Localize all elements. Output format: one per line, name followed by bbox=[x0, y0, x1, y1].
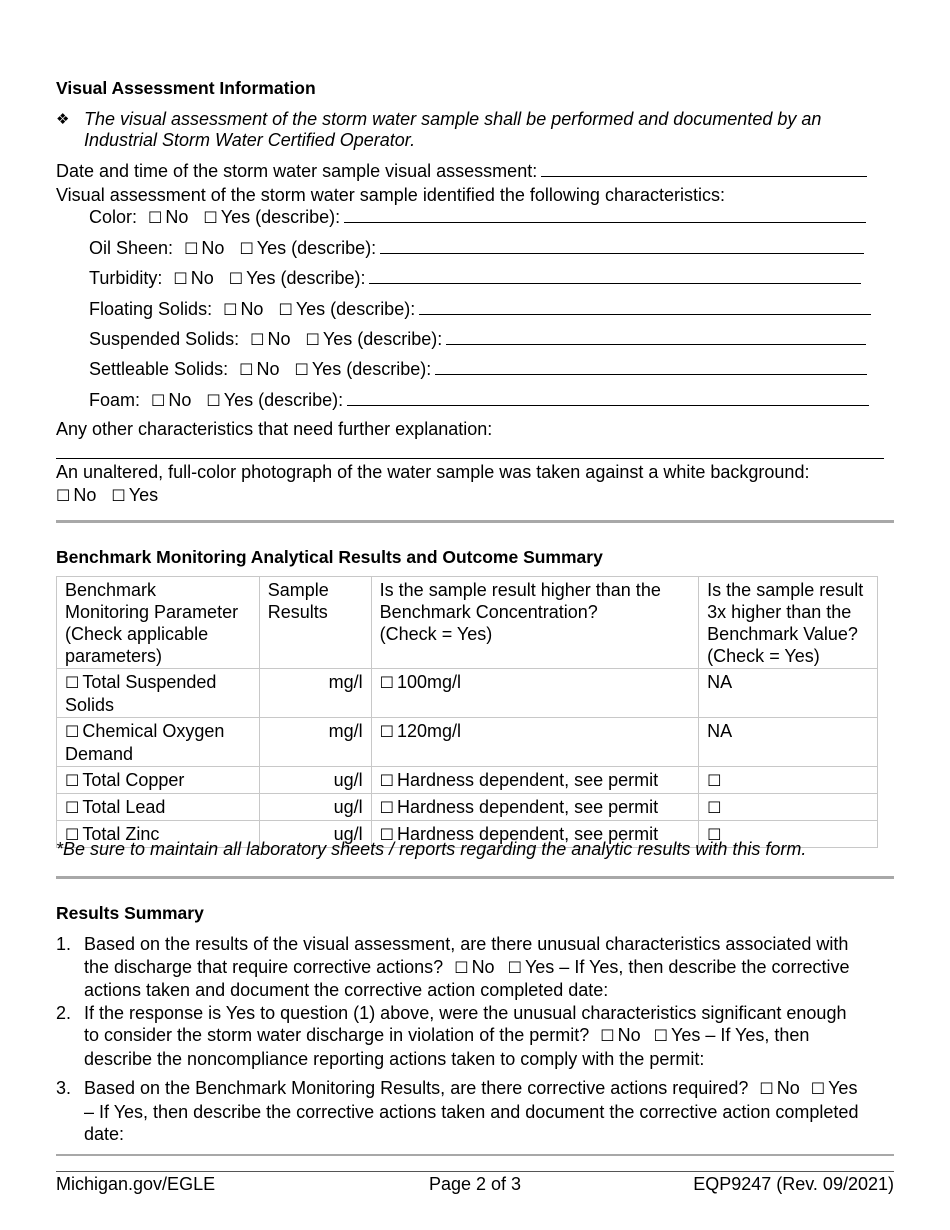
section-divider bbox=[56, 520, 894, 523]
zinc-checkbox[interactable]: ☐ bbox=[65, 825, 80, 844]
other-characteristics-field[interactable] bbox=[56, 458, 884, 459]
oil-sheen-yes-checkbox[interactable]: ☐ bbox=[239, 239, 254, 258]
operator-note-line1: The visual assessment of the storm water sample shall be performed and documented by an bbox=[84, 109, 822, 129]
photo-answer-row bbox=[56, 484, 158, 507]
benchmark-table bbox=[56, 576, 878, 848]
characteristics-intro: Visual assessment of the storm water sample identified the following characteristics: bbox=[56, 185, 725, 205]
yes-describe-label: Yes (describe): bbox=[246, 268, 366, 288]
characteristic-label: Color: bbox=[89, 207, 138, 227]
characteristic-label: Settleable Solids: bbox=[89, 359, 229, 379]
footer-form-id: EQP9247 (Rev. 09/2021) bbox=[693, 1174, 894, 1194]
characteristic-label: Floating Solids: bbox=[89, 299, 213, 319]
characteristic-row-oil-sheen bbox=[89, 237, 864, 260]
zinc-exceed-checkbox[interactable]: ☐ bbox=[379, 825, 395, 844]
no-label: No bbox=[256, 359, 280, 379]
table-row bbox=[57, 669, 878, 718]
header-parameter: Benchmark Monitoring Parameter (Check applicable parameters) bbox=[57, 577, 260, 669]
results-summary-list bbox=[56, 933, 894, 1146]
benchmark-heading: Benchmark Monitoring Analytical Results and Outcome Summary bbox=[56, 547, 603, 567]
parameter-cell: ☐ Total Zinc bbox=[57, 821, 260, 848]
lead-exceed-checkbox[interactable]: ☐ bbox=[379, 798, 395, 817]
settleable-solids-no-checkbox[interactable]: ☐ bbox=[239, 360, 254, 379]
sample-result-field[interactable]: ug/l bbox=[259, 794, 371, 821]
floating-solids-no-checkbox[interactable]: ☐ bbox=[223, 300, 238, 319]
photo-no-label: No bbox=[73, 485, 97, 505]
table-header-row bbox=[57, 577, 878, 669]
visual-assessment-heading: Visual Assessment Information bbox=[56, 78, 316, 98]
other-characteristics-label: Any other characteristics that need further explanation: bbox=[56, 419, 493, 439]
suspended-solids-yes-checkbox[interactable]: ☐ bbox=[305, 330, 320, 349]
q1-no-checkbox[interactable]: ☐ bbox=[454, 957, 469, 977]
header-concentration: Is the sample result higher than the Benchmark Concentration? (Check = Yes) bbox=[371, 577, 699, 669]
concentration-cell: ☐ Hardness dependent, see permit bbox=[371, 767, 699, 794]
cod-checkbox[interactable]: ☐ bbox=[65, 722, 80, 741]
oil-sheen-no-checkbox[interactable]: ☐ bbox=[184, 239, 199, 258]
table-row bbox=[57, 794, 878, 821]
parameter-cell: ☐ Total Suspended Solids bbox=[57, 669, 260, 718]
photo-question: An unaltered, full-color photograph of the water sample was taken against a white background: bbox=[56, 462, 810, 482]
footer-divider bbox=[56, 1154, 894, 1156]
benchmark-note: *Be sure to maintain all laboratory sheets / reports regarding the analytic results with this form. bbox=[56, 839, 807, 859]
characteristic-label: Foam: bbox=[89, 390, 141, 410]
threex-cell: NA bbox=[699, 718, 878, 767]
characteristic-row-settleable-solids bbox=[89, 358, 867, 381]
footer-divider bbox=[56, 1171, 894, 1172]
concentration-cell: ☐ Hardness dependent, see permit bbox=[371, 821, 699, 848]
yes-describe-label: Yes (describe): bbox=[322, 329, 443, 349]
parameter-cell: ☐ Total Copper bbox=[57, 767, 260, 794]
sample-result-field[interactable]: ug/l bbox=[259, 767, 371, 794]
foam-describe-field[interactable] bbox=[347, 389, 869, 406]
color-yes-checkbox[interactable]: ☐ bbox=[203, 208, 218, 227]
footer-site: Michigan.gov/EGLE bbox=[56, 1174, 216, 1194]
tss-checkbox[interactable]: ☐ bbox=[65, 673, 80, 692]
concentration-cell: ☐ 100mg/l bbox=[371, 669, 699, 718]
sample-result-field[interactable]: mg/l bbox=[259, 718, 371, 767]
sample-result-field[interactable]: mg/l bbox=[259, 669, 371, 718]
characteristic-row-turbidity bbox=[89, 267, 861, 290]
copper-checkbox[interactable]: ☐ bbox=[65, 771, 80, 790]
q1-yes-checkbox[interactable]: ☐ bbox=[507, 957, 522, 977]
no-label: No bbox=[240, 299, 264, 319]
parameter-cell: ☐ Total Lead bbox=[57, 794, 260, 821]
q2-yes-checkbox[interactable]: ☐ bbox=[653, 1026, 668, 1045]
assessment-date-row bbox=[56, 160, 867, 182]
section-divider bbox=[56, 876, 894, 879]
list-item: 3. Based on the Benchmark Monitoring Results, are there corrective actions required? ☐ No ☐ Yes – If Yes, then describe the corrective actions taken and document the corrective action completed date: bbox=[56, 1078, 859, 1144]
table-row bbox=[57, 718, 878, 767]
assessment-date-label: Date and time of the storm water sample visual assessment: bbox=[56, 161, 538, 181]
lead-3x-checkbox[interactable]: ☐ bbox=[699, 794, 878, 821]
assessment-date-field[interactable] bbox=[541, 160, 867, 177]
no-label: No bbox=[190, 268, 214, 288]
turbidity-yes-checkbox[interactable]: ☐ bbox=[228, 269, 244, 288]
characteristic-label: Turbidity: bbox=[89, 268, 163, 288]
color-describe-field[interactable] bbox=[344, 206, 866, 223]
photo-yes-label: Yes bbox=[128, 485, 159, 505]
zinc-3x-checkbox[interactable]: ☐ bbox=[699, 821, 878, 848]
turbidity-describe-field[interactable] bbox=[369, 267, 861, 284]
concentration-cell: ☐ Hardness dependent, see permit bbox=[371, 794, 699, 821]
yes-describe-label: Yes (describe): bbox=[256, 238, 377, 258]
characteristic-row-color bbox=[89, 206, 866, 229]
header-3x: Is the sample result 3x higher than the Benchmark Value? (Check = Yes) bbox=[699, 577, 878, 669]
cod-exceed-checkbox[interactable]: ☐ bbox=[379, 722, 395, 741]
no-label: No bbox=[267, 329, 291, 349]
characteristic-label: Oil Sheen: bbox=[89, 238, 174, 258]
lead-checkbox[interactable]: ☐ bbox=[65, 798, 80, 817]
floating-solids-describe-field[interactable] bbox=[419, 298, 871, 315]
results-summary-heading: Results Summary bbox=[56, 903, 204, 923]
q3-yes-checkbox[interactable]: ☐ bbox=[810, 1079, 826, 1098]
yes-describe-label: Yes (describe): bbox=[223, 390, 344, 410]
threex-cell: NA bbox=[699, 669, 878, 718]
yes-describe-label: Yes (describe): bbox=[295, 299, 416, 319]
oil-sheen-describe-field[interactable] bbox=[380, 237, 864, 254]
copper-exceed-checkbox[interactable]: ☐ bbox=[379, 771, 395, 790]
q2-no-checkbox[interactable]: ☐ bbox=[600, 1026, 615, 1045]
operator-note-line2: Industrial Storm Water Certified Operator. bbox=[84, 130, 416, 150]
list-item: 1. Based on the results of the visual assessment, are there unusual characteristics associated with the discharge that require corrective actions? ☐ No ☐ Yes – If Yes, then describe the corrective actions taken and document the corrective action completed date: bbox=[56, 934, 850, 1000]
parameter-cell: ☐ Chemical Oxygen Demand bbox=[57, 718, 260, 767]
no-label: No bbox=[168, 390, 192, 410]
header-sample-results: Sample Results bbox=[259, 577, 371, 669]
characteristic-row-suspended-solids bbox=[89, 328, 866, 351]
yes-describe-label: Yes (describe): bbox=[311, 359, 432, 379]
suspended-solids-no-checkbox[interactable]: ☐ bbox=[250, 330, 265, 349]
floating-solids-yes-checkbox[interactable]: ☐ bbox=[278, 300, 293, 319]
settleable-solids-yes-checkbox[interactable]: ☐ bbox=[294, 360, 309, 379]
color-no-checkbox[interactable]: ☐ bbox=[148, 208, 163, 227]
characteristic-label: Suspended Solids: bbox=[89, 329, 240, 349]
characteristic-row-floating-solids bbox=[89, 298, 871, 321]
concentration-cell: ☐ 120mg/l bbox=[371, 718, 699, 767]
copper-3x-checkbox[interactable]: ☐ bbox=[699, 767, 878, 794]
foam-yes-checkbox[interactable]: ☐ bbox=[206, 391, 221, 410]
yes-describe-label: Yes (describe): bbox=[220, 207, 341, 227]
list-item: 2. If the response is Yes to question (1) above, were the unusual characteristics significant enough to consider the storm water discharge in violation of the permit? ☐ No ☐ Yes – If Yes, then describe the noncompliance reporting actions taken to comply with the permit: bbox=[56, 1002, 847, 1069]
no-label: No bbox=[201, 238, 225, 258]
turbidity-no-checkbox[interactable]: ☐ bbox=[173, 269, 188, 288]
suspended-solids-describe-field[interactable] bbox=[446, 328, 866, 345]
tss-exceed-checkbox[interactable]: ☐ bbox=[379, 673, 395, 692]
photo-yes-checkbox[interactable]: ☐ bbox=[111, 486, 126, 505]
foam-no-checkbox[interactable]: ☐ bbox=[151, 391, 166, 410]
photo-no-checkbox[interactable]: ☐ bbox=[56, 486, 71, 505]
settleable-solids-describe-field[interactable] bbox=[435, 358, 867, 375]
no-label: No bbox=[165, 207, 189, 227]
characteristic-row-foam bbox=[89, 389, 869, 412]
table-row bbox=[57, 767, 878, 794]
bullet-icon: ❖ bbox=[56, 110, 70, 128]
q3-no-checkbox[interactable]: ☐ bbox=[759, 1079, 774, 1098]
sample-result-field[interactable]: ug/l bbox=[259, 821, 371, 848]
footer-page-number: Page 2 of 3 bbox=[428, 1174, 522, 1194]
